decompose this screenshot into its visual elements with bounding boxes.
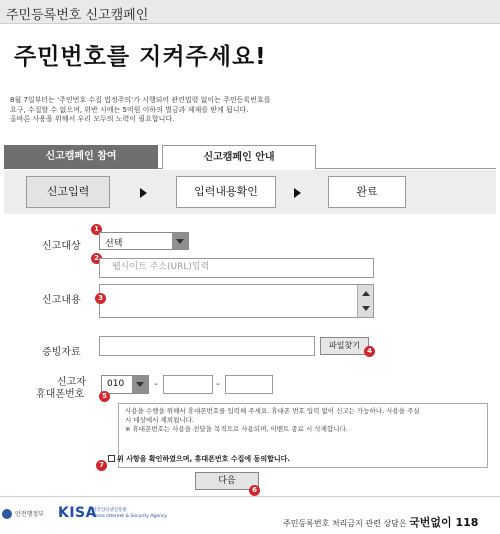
hotline-text <box>283 514 478 530</box>
page-headline: 주민번호를 지켜주세요! <box>14 44 267 70</box>
step-arrow-icon <box>140 188 147 198</box>
ministry-logo-text: 안전행정부 <box>15 511 44 518</box>
tab-campaign-guide[interactable]: 신고캠페인 안내 <box>162 145 316 169</box>
next-button[interactable]: 다음 <box>195 472 259 490</box>
evidence-label: 증빙자료 <box>42 347 81 358</box>
marker-5: 5 <box>99 391 110 402</box>
tab-campaign-participate[interactable]: 신고캠페인 참여 <box>4 145 158 169</box>
phone-label-mobile: 휴대폰번호 <box>36 389 85 400</box>
phone-hyphen: - <box>216 379 220 390</box>
phone-last-input[interactable] <box>225 375 273 394</box>
hotline-description: 주민등록번호 처리금지 관련 상담은 <box>283 519 407 528</box>
kisa-subtext-english: Korea Internet & Security Agency <box>92 514 168 519</box>
window-titlebar <box>0 0 500 24</box>
tab-bar <box>4 145 496 169</box>
phone-hyphen: - <box>154 379 158 390</box>
progress-steps <box>4 170 496 214</box>
ministry-logo <box>2 509 44 519</box>
target-select[interactable] <box>99 232 189 250</box>
content-scrollbar[interactable] <box>357 285 373 317</box>
chevron-down-icon[interactable] <box>172 233 188 249</box>
intro-text <box>10 96 340 125</box>
phone-prefix-value: 010 <box>107 379 125 389</box>
intro-line: 요구, 수집할 수 없으며, 위반 시에는 5억원 이하의 벌금과 제재를 받게 됩니다. <box>10 105 249 114</box>
marker-7: 7 <box>96 460 107 471</box>
scroll-down-icon[interactable] <box>362 306 370 311</box>
ministry-seal-icon <box>2 509 12 519</box>
consent-row[interactable] <box>108 454 290 464</box>
step-arrow-icon <box>294 188 301 198</box>
url-input[interactable]: 웹사이트 주소(URL)입력 <box>99 258 374 278</box>
phone-label-reporter: 신고자 <box>57 377 86 388</box>
consent-checkbox[interactable] <box>108 455 115 462</box>
target-label: 신고대상 <box>42 241 81 252</box>
target-select-value: 선택 <box>105 239 123 249</box>
step-confirm-input: 입력내용확인 <box>176 176 276 208</box>
marker-2: 2 <box>91 253 102 264</box>
chevron-down-icon[interactable] <box>132 376 148 393</box>
intro-line: 올바른 사용을 위해서 우리 모두의 노력이 필요합니다. <box>10 115 175 123</box>
scroll-up-icon[interactable] <box>362 291 370 296</box>
phone-middle-input[interactable] <box>163 375 213 394</box>
kisa-subtext-korean: 한국인터넷진흥원 <box>92 508 127 513</box>
evidence-file-input[interactable] <box>99 336 315 356</box>
hotline-number: 국번없이 118 <box>409 516 479 529</box>
notice-line: 시 대상에서 제외됩니다. <box>125 416 194 424</box>
kisa-logo-subtext <box>92 508 167 520</box>
intro-line: 8월 7일부터는 '주민번호 수집 법정주의'가 시행되어 관련법령 없이는 주민등록번호를 <box>10 96 271 104</box>
footer-divider <box>0 496 500 497</box>
step-complete: 완료 <box>328 176 406 208</box>
file-browse-button[interactable]: 파일찾기 <box>320 337 369 355</box>
kisa-logo: KISA <box>58 505 97 521</box>
consent-label: 위 사항을 확인하였으며, 휴대폰번호 수집에 동의합니다. <box>117 455 291 463</box>
marker-1: 1 <box>91 224 102 235</box>
step-report-input: 신고입력 <box>26 176 110 208</box>
notice-line: ※ 휴대폰번호는 사용을 전달을 목적으로 사용되며, 이벤트 종료 시 삭제합니다. <box>125 425 348 433</box>
phone-prefix-select[interactable] <box>101 375 149 394</box>
content-label: 신고내용 <box>42 295 81 306</box>
marker-6: 6 <box>249 485 260 496</box>
notice-line: 사용을 수행을 위해서 휴대폰번호를 입력해 주세요. 휴대폰 번호 입력 없이 신고는 가능하나, 사용을 주실 <box>125 407 420 415</box>
content-textarea[interactable] <box>99 284 374 318</box>
marker-4: 4 <box>364 346 375 357</box>
marker-3: 3 <box>95 293 106 304</box>
window-title: 주민등록번호 신고캠페인 <box>6 8 149 23</box>
